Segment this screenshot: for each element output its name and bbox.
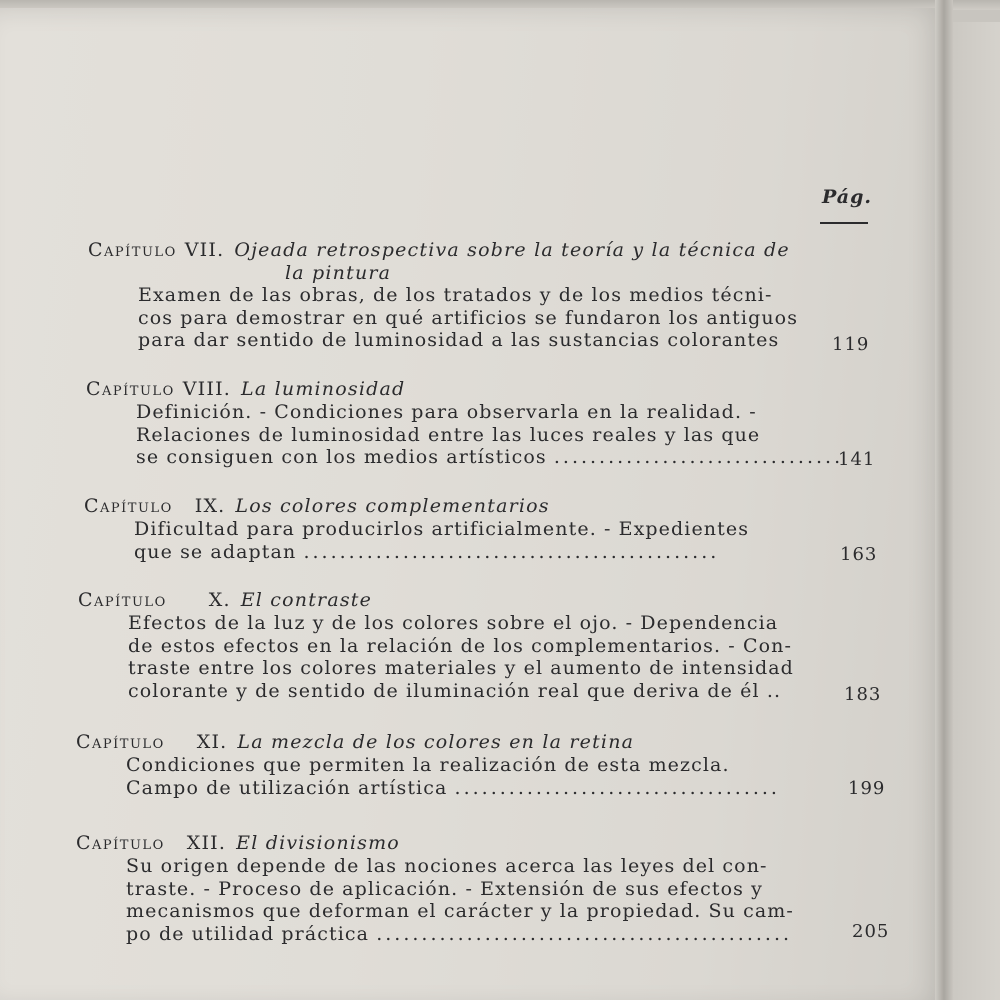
next-page-edge: [951, 22, 1000, 1000]
chapter-number: IX.: [194, 495, 226, 517]
chapter-summary-line: Dificultad para producirlos artificialmente. - Expedientes: [134, 518, 750, 540]
chapter-title-continued: la pintura: [285, 262, 392, 284]
chapter-title: La luminosidad: [241, 378, 406, 400]
chapter-label: Capítulo: [84, 495, 173, 517]
chapter-summary-line: Examen de las obras, de los tratados y de los medios técni-: [138, 284, 773, 306]
chapter-summary-line: [76, 777, 886, 800]
dot-leader: ..............................................: [376, 922, 793, 945]
chapter-summary-line: cos para demostrar en qué artificios se fundaron los antiguos: [138, 306, 799, 329]
chapter-summary-line: traste entre los colores materiales y el aumento de intensidad: [128, 657, 794, 679]
chapter-entry-ix: [84, 494, 894, 563]
chapter-summary-line: Definición. - Condiciones para observarla en la realidad. -: [136, 401, 757, 423]
chapter-label: Capítulo: [88, 239, 177, 261]
chapter-summary-line: colorante y de sentido de iluminación real que deriva de él ..: [128, 679, 782, 702]
dot-leader: ....................................: [454, 776, 780, 799]
dot-leader: ................................: [553, 446, 844, 468]
page-column-header: Pág.: [822, 186, 872, 208]
chapter-entry-x: [78, 588, 888, 705]
page-number: 183: [844, 684, 882, 705]
chapter-summary-line: Su origen depende de las nociones acerca las leyes del con-: [126, 855, 768, 877]
chapter-title: La mezcla de los colores en la retina: [237, 731, 635, 753]
page-number: 199: [848, 778, 886, 799]
chapter-title: Ojeada retrospectiva sobre la teoría y la técnica de: [234, 239, 790, 261]
chapter-number: VII.: [184, 239, 225, 261]
chapter-entry-vii: [88, 238, 898, 355]
chapter-number: X.: [208, 589, 231, 611]
chapter-summary-text: que se adaptan: [134, 540, 297, 563]
chapter-summary-line: [84, 541, 894, 564]
dot-leader: ..............................................: [303, 540, 720, 563]
chapter-summary-text: se consiguen con los medios artísticos: [136, 446, 547, 468]
chapter-summary-text: Campo de utilización artística: [126, 776, 448, 799]
chapter-number: VIII.: [182, 378, 232, 400]
chapter-summary-line: para dar sentido de luminosidad a las sustancias colorantes: [138, 329, 780, 351]
chapter-summary-line: [76, 923, 886, 946]
header-rule: [820, 222, 868, 224]
chapter-label: Capítulo: [78, 589, 167, 611]
chapter-entry-viii: [86, 377, 896, 469]
chapter-summary-line: traste. - Proceso de aplicación. - Extensión de sus efectos y: [126, 877, 763, 900]
chapter-summary-line: mecanismos que deforman el carácter y la propiedad. Su cam-: [126, 900, 794, 922]
chapter-title: Los colores complementarios: [235, 495, 550, 517]
chapter-entry-xi: [76, 730, 886, 799]
page-number: 163: [840, 544, 878, 565]
page-number: 119: [832, 334, 870, 355]
book-gutter: [935, 0, 953, 1000]
book-page: [0, 8, 950, 1000]
page-number: 141: [838, 449, 876, 470]
chapter-label: Capítulo: [86, 378, 175, 400]
chapter-summary-text: po de utilidad práctica: [126, 922, 370, 945]
chapter-title: El contraste: [240, 589, 373, 611]
page-number: 205: [852, 921, 890, 942]
chapter-summary-line: Efectos de la luz y de los colores sobre el ojo. - Dependencia: [128, 612, 779, 634]
chapter-number: XII.: [186, 832, 227, 854]
chapter-label: Capítulo: [76, 832, 165, 854]
chapter-label: Capítulo: [76, 731, 165, 753]
chapter-entry-xii: [76, 831, 890, 945]
chapter-summary-line: de estos efectos en la relación de los complementarios. - Con-: [128, 634, 792, 657]
chapter-title: El divisionismo: [236, 832, 400, 854]
chapter-summary-line: [86, 446, 896, 469]
chapter-number: XI.: [196, 731, 228, 753]
chapter-summary-line: Condiciones que permiten la realización de esta mezcla.: [126, 754, 730, 776]
chapter-summary-line: Relaciones de luminosidad entre las luces reales y las que: [136, 423, 761, 446]
